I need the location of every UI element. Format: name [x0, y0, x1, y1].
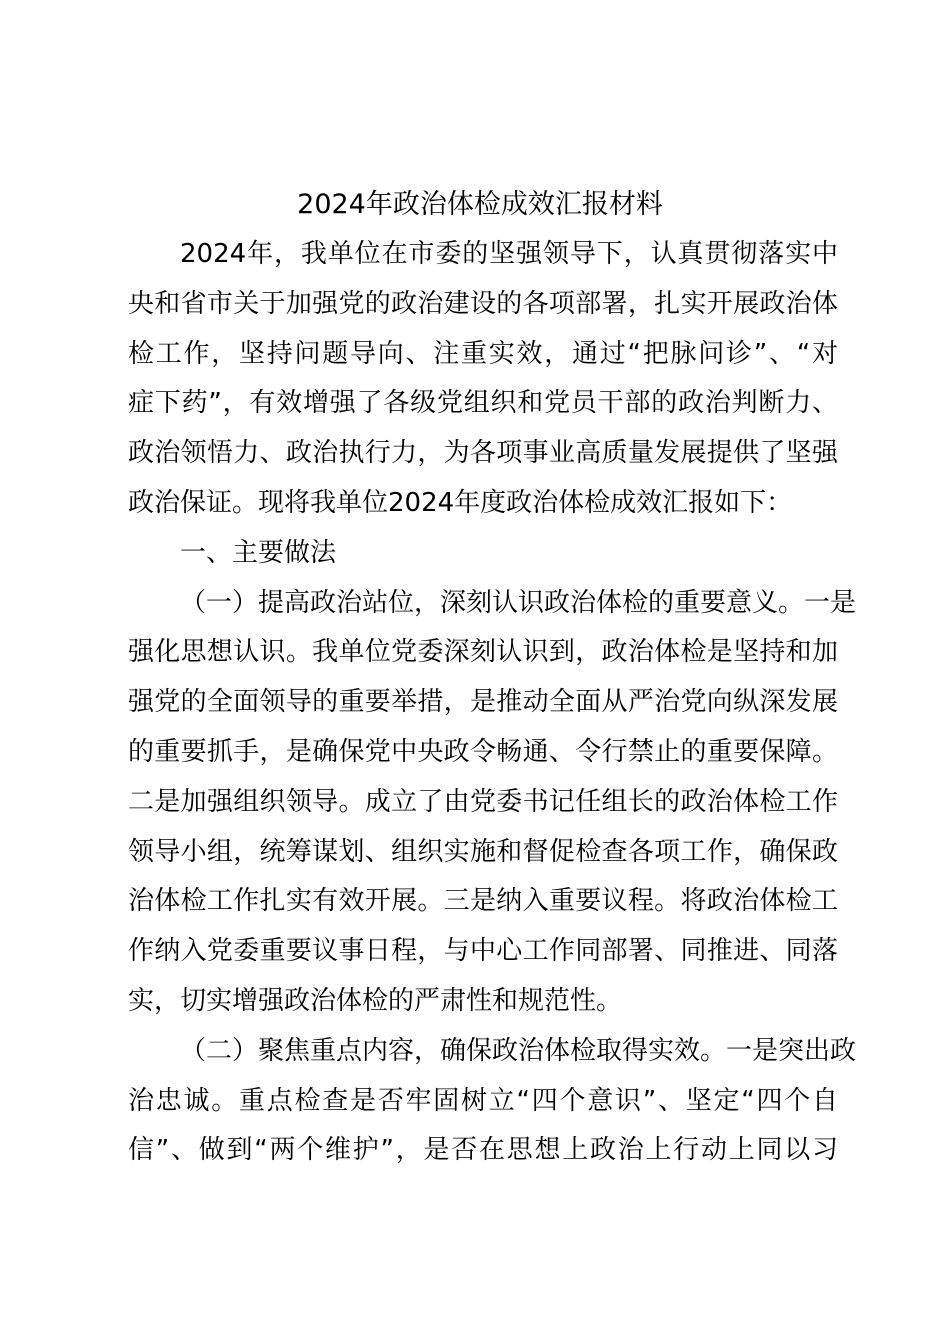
- body-line: 2024年，我单位在市委的坚强领导下，认真贯彻落实中: [180, 239, 838, 269]
- body-line: 症下药”，有效增强了各级党组织和党员干部的政治判断力、: [128, 388, 838, 419]
- body-line: 央和省市关于加强党的政治建设的各项部署，扎实开展政治体: [128, 288, 838, 319]
- body-line: 政治领悟力、政治执行力，为各项事业高质量发展提供了坚强: [128, 438, 838, 469]
- body-line: 政治保证。现将我单位2024年度政治体检成效汇报如下：: [128, 487, 793, 518]
- body-line: 实，切实增强政治体检的严肃性和规范性。: [128, 985, 623, 1016]
- document-body: [128, 230, 857, 1176]
- body-line: 领导小组，统筹谋划、组织实施和督促检查各项工作，确保政: [128, 836, 838, 867]
- body-line: 强化思想认识。我单位党委深刻认识到，政治体检是坚持和加: [128, 637, 838, 668]
- body-line: 检工作，坚持问题导向、注重实效，通过“把脉问诊”、“对: [128, 338, 838, 369]
- body-line: （二）聚焦重点内容，确保政治体检取得实效。一是突出政: [180, 1035, 857, 1066]
- body-line: 治体检工作扎实有效开展。三是纳入重要议程。将政治体检工: [128, 886, 838, 917]
- body-line: 强党的全面领导的重要举措，是推动全面从严治党向纵深发展: [128, 687, 838, 718]
- body-line: 信”、做到“两个维护”，是否在思想上政治上行动上同以习: [128, 1135, 838, 1166]
- body-line: （一）提高政治站位，深刻认识政治体检的重要意义。一是: [180, 587, 857, 618]
- body-line: 作纳入党委重要议事日程，与中心工作同部署、同推进、同落: [128, 936, 838, 967]
- body-line: 治忠诚。重点检查是否牢固树立“四个意识”、坚定“四个自: [128, 1085, 838, 1116]
- body-line: 的重要抓手，是确保党中央政令畅通、令行禁止的重要保障。: [128, 736, 838, 767]
- document-title: 2024年政治体检成效汇报材料: [297, 189, 663, 220]
- body-line: 二是加强组织领导。成立了由党委书记任组长的政治体检工作: [128, 786, 838, 817]
- section-heading: 一、主要做法: [180, 537, 337, 568]
